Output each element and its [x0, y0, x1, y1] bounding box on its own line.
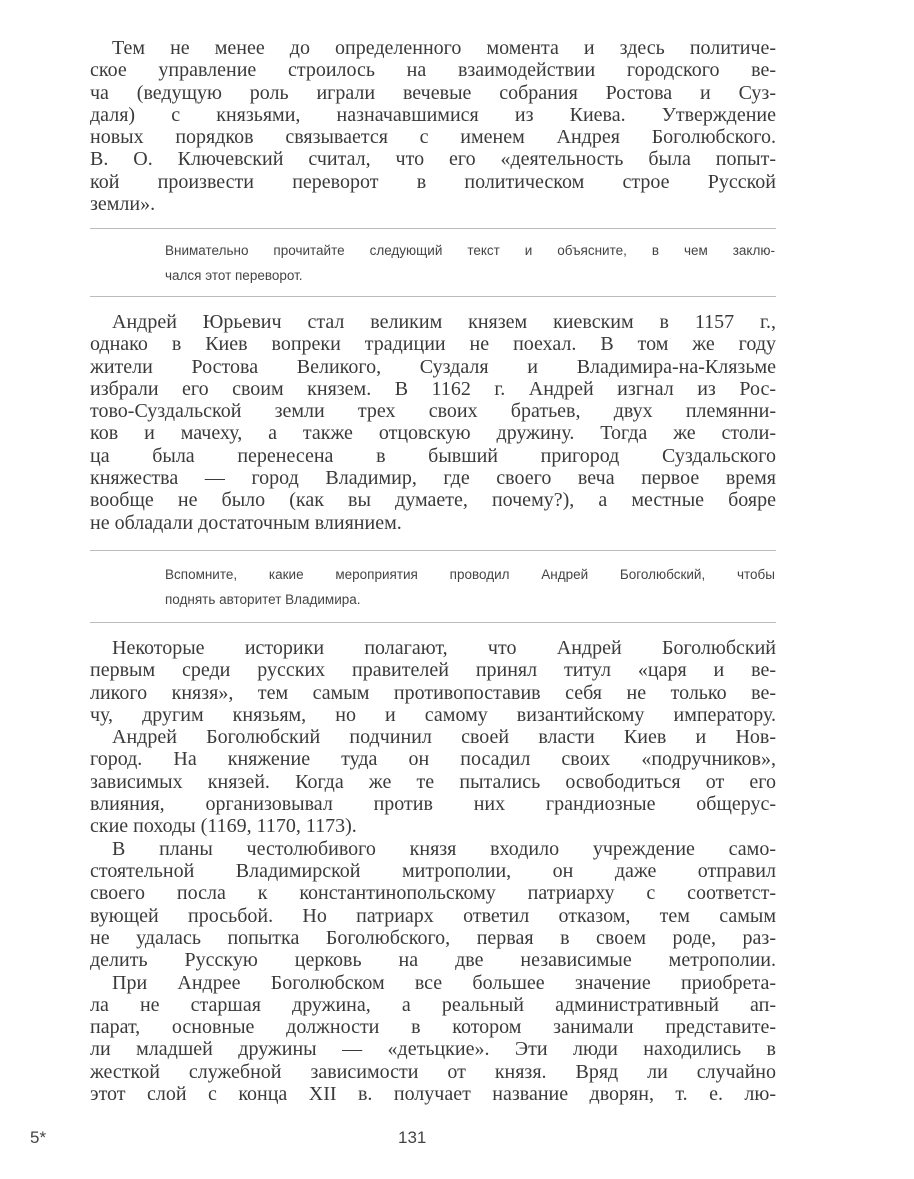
text-line: стоятельной Владимирской митрополии, он даже отправил [90, 859, 776, 882]
text-line: тово-Суздальской земли трех своих братьев, двух племянни- [90, 400, 776, 423]
text-line: чу, другим князьям, но и самому византийскому императору. [90, 703, 776, 726]
text-line: зависимых князей. Когда же те пытались освободиться от его [90, 770, 776, 793]
text-line: ликого князя», тем самым противопоставив себя не только ве- [90, 681, 776, 704]
note-question-2 [165, 562, 775, 612]
text-line: Андрей Боголюбский подчинил своей власти Киев и Нов- [112, 726, 776, 749]
text-line: ца была перенесена в бывший пригород Суздальского [90, 444, 776, 467]
page-number: 131 [398, 1128, 427, 1147]
text-line: ла не старшая дружина, а реальный административный ап- [90, 993, 776, 1016]
text-line: кой произвести переворот в политическом строе Русской [90, 170, 776, 193]
text-line: Андрей Юрьевич стал великим князем киевским в 1157 г., [112, 311, 776, 333]
text-line: ков и мачеху, а также отцовскую дружину. Тогда же столи- [90, 422, 776, 445]
note-question-1 [165, 238, 775, 288]
text-line: не обладали достаточным влиянием. [90, 511, 402, 534]
text-line: жители Ростова Великого, Суздаля и Владимира-на-Клязьме [90, 355, 776, 378]
text-line: однако в Киев вопреки традиции не поехал. В том же году [90, 333, 776, 356]
rule-divider [90, 228, 776, 229]
text-line: ча (ведущую роль играли вечевые собрания Ростова и Суз- [90, 81, 776, 104]
paragraph-5 [90, 838, 776, 972]
text-line: В планы честолюбивого князя входило учреждение само- [112, 837, 776, 860]
signature-mark: 5* [30, 1128, 47, 1147]
text-line: Некоторые историки полагают, что Андрей Боголюбский [112, 637, 776, 659]
text-line: земли». [90, 193, 156, 216]
text-line: ские походы (1169, 1170, 1173). [90, 815, 357, 838]
text-line: влияния, организовывал против них грандиозные общерус- [90, 793, 776, 816]
text-line: не удалась попытка Боголюбского, первая в своем роде, раз- [90, 926, 776, 949]
paragraph-3 [90, 637, 776, 726]
note-line: Вспомните, какие мероприятия проводил Андрей Боголюбский, чтобы [165, 567, 775, 582]
text-line: парат, основные должности в котором занимали представите- [90, 1016, 776, 1039]
text-line: При Андрее Боголюбском все большее значение приобрета- [112, 971, 776, 994]
text-line: даля) с князьями, назначавшимися из Киева. Утверждение [90, 103, 776, 126]
rule-divider [90, 550, 776, 551]
paragraph-4 [90, 726, 776, 837]
text-line: В. О. Ключевский считал, что его «деятельность была попыт- [90, 148, 776, 171]
rule-divider [90, 296, 776, 297]
paragraph-6 [90, 972, 776, 1106]
rule-divider [90, 622, 776, 623]
text-line: делить Русскую церковь на две независимые метрополии. [90, 949, 776, 972]
paragraph-1 [90, 37, 776, 215]
text-line: город. На княжение туда он посадил своих «подручников», [90, 748, 776, 771]
text-line: новых порядков связывается с именем Андрея Боголюбского. [90, 126, 776, 149]
text-line: первым среди русских правителей принял титул «царя и ве- [90, 659, 776, 682]
text-line: ское управление строилось на взаимодействии городского ве- [90, 59, 776, 82]
paragraph-2 [90, 311, 776, 534]
text-line: ли младшей дружины — «детьцкие». Эти люди находились в [90, 1038, 776, 1061]
text-line: вообще не было (как вы думаете, почему?), а местные бояре [90, 489, 776, 512]
text-line: княжества — город Владимир, где своего веча первое время [90, 467, 776, 490]
text-line: этот слой с конца XII в. получает название дворян, т. е. лю- [90, 1082, 776, 1105]
note-line: чался этот переворот. [165, 268, 303, 283]
text-line: Тем не менее до определенного момента и здесь политиче- [112, 37, 776, 59]
text-line: избрали его своим князем. В 1162 г. Андрей изгнал из Рос- [90, 377, 776, 400]
note-line: Внимательно прочитайте следующий текст и объясните, в чем заклю- [165, 243, 775, 258]
text-line: своего посла к константинопольскому патриарху с соответст- [90, 882, 776, 905]
text-line: жесткой служебной зависимости от князя. Вряд ли случайно [90, 1060, 776, 1083]
note-line: поднять авторитет Владимира. [165, 592, 361, 607]
text-line: вующей просьбой. Но патриарх ответил отказом, тем самым [90, 904, 776, 927]
